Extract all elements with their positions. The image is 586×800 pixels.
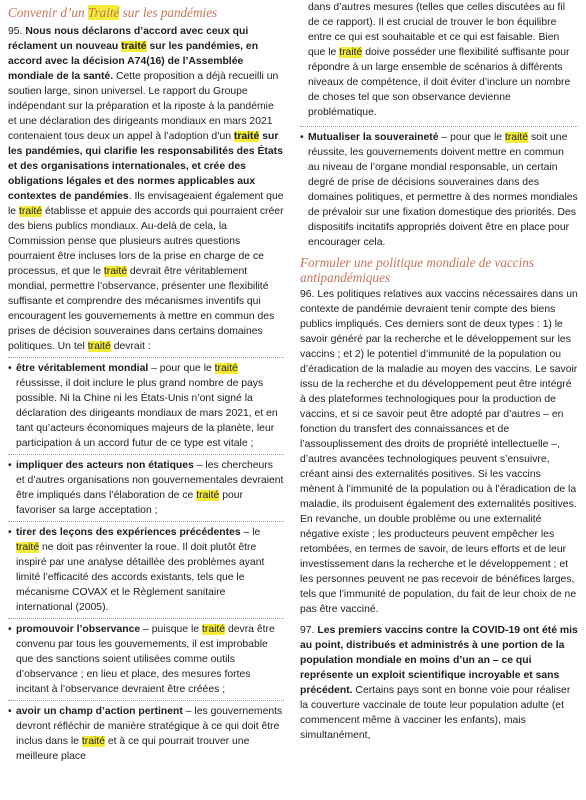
highlight: traité bbox=[81, 735, 105, 747]
list-item: • promouvoir l’observance – puisque le traité devra être convenu par tous les gouvernements, il est improbable que des sanctions soient utilisées comme outils d’observance ; en lieu et place, des mesures fortes incitant à l’observance devraient être créées ; bbox=[8, 618, 284, 697]
highlight: traité bbox=[201, 623, 226, 635]
highlight: Traité bbox=[87, 5, 120, 20]
paragraph-97: 97. Les premiers vaccins contre la COVID-19 ont été mis au point, distribués et administrés à une portion de la population mondiale en moins d’un an – ce qui représente un exploit scientifique incroyable et sans précédent. Certains pays sont en bonne voie pour réaliser la couverture vaccinale de toute leur population adulte (et commencent même à vacciner les enfants), mais simultanément, bbox=[300, 625, 578, 741]
highlight: traité bbox=[16, 541, 40, 553]
treaty-requirements-list bbox=[8, 357, 284, 764]
list-item: • être véritablement mondial – pour que le traité réussisse, il doit inclure le plus grand nombre de pays possible. Ni la Chine ni les États-Unis n’ont signé la déclaration des dirigeants mondiaux de mars 2021, et en tant qu’acteurs économiques majeurs de la planète, leur participation à un accord futur de ce type est vitale ; bbox=[8, 357, 284, 451]
bullet-icon: • bbox=[8, 362, 12, 374]
right-column bbox=[300, 0, 578, 743]
list-item-continuation: dans d’autres mesures (telles que celles discutées au fil de ce rapport). Il est crucial de trouver le bon équilibre entre ce qui est souhaitable et ce qui est faisable. Bien que le traité doive posséder une flexibilité suffisante pour répondre à un large ensemble de scénarios à différents niveaux de compétence, il doit éviter d’inclure un nombre de choses tel que son observance devienne problématique. bbox=[308, 2, 571, 118]
highlight: traité bbox=[196, 489, 220, 501]
highlight: traité bbox=[214, 362, 238, 374]
paragraph-96: 96. Les politiques relatives aux vaccins nécessaires dans un contexte de pandémie devraient tenir compte des biens publics impliqués. Ces derniers sont de deux types : 1) le savoir généré par la recherche et le développement sur les vaccins ; et 2) le potentiel d’immunité de la population ou d’éradication de la maladie au moyen des vaccins. Le savoir issu de la recherche et du développement peut être intégré à des plateformes technologiques pour la production de vaccins, et si ce savoir peut être adopté par d’autres – en fonction du transfert des connaissances et de l’assouplissement des droits de propriété intellectuelle –, d’autres avancées technologiques peuvent s’ensuivre, créant ainsi des externalités positives. Si les vaccins mènent à l’immunité de la population ou à l’éradication de la maladie, ils produisent également des externalités positives. En revanche, un double problème ou une externalité négative existe ; les producteurs peuvent empêcher les retombées, en termes de savoir, de leurs efforts et de leur investissement dans la recherche et le développement ; et les personnes peuvent ne pas recevoir de bénéfices larges, tels que l’immunité de population, du fait de leur choix de ne pas être vacciné. bbox=[300, 289, 578, 615]
bullet-icon: • bbox=[300, 132, 304, 143]
highlight: traité bbox=[233, 130, 260, 142]
highlight: traité bbox=[121, 40, 147, 52]
highlight: traité bbox=[18, 205, 43, 217]
list-item: • Mutualiser la souveraineté – pour que le traité soit une réussite, les gouvernements doivent mettre en commun au niveau de l’organe mondial responsable, un certain degré de prise de décisions souveraines dans des domaines politiques, et permettre à des normes mondiales de prévaloir sur une fixation domestique des priorités. Des dispositifs incitatifs appropriés doivent être en place pour encourager cela. bbox=[300, 126, 578, 250]
paragraph-95: 95. Nous nous déclarons d’accord avec ceux qui réclament un nouveau traité sur les pandémies, en accord avec la décision A74(16) de l’Assemblée mondiale de la santé. Cette proposition a déjà recueilli un soutien large, sinon universel. Le rapport du Groupe indépendant sur la préparation et la riposte à la pandémie et une déclaration des dirigeants mondiaux en mars 2021 contenaient tous deux un appel à l’adoption d’un traité sur les pandémies, qui clarifie les responsabilités des États et des organisations internationales, et crée des obligations légales et des normes applicables aux contextes de pandémies. Ils envisageaient également que le traité établisse et appuie des accords qui pourraient créer des biens publics mondiaux. Au-delà de cela, la Commission pense que plusieurs autres questions pourraient être incluses lors de la prise en charge de ce processus, et que le traité devrait être véritablement mondial, permettre l’observance, présenter une flexibilité suffisante et comprendre des mécanismes inventifs qui encouragent les gouvernements à mettre en commun des prises de décision souveraines dans certains domaines politiques. Un tel traité devrait : bbox=[8, 25, 284, 352]
highlight: traité bbox=[504, 132, 529, 143]
treaty-requirements-list-continued bbox=[300, 126, 578, 250]
section-heading-vaccine-policy: Formuler une politique mondiale de vaccins antipandémiques bbox=[300, 255, 535, 285]
bullet-icon: • bbox=[8, 623, 12, 635]
bullet-icon: • bbox=[8, 526, 12, 538]
list-item: • tirer des leçons des expériences précédentes – le traité ne doit pas réinventer la roue. Il doit plutôt être inspiré par une analyse détaillée des problèmes ayant limité l’efficacité des accords existants, tels que le mécanisme COVAX et le Règlement sanitaire international (2005). bbox=[8, 521, 284, 615]
section-heading-pandemic-treaty: Convenir d’un Traité sur les pandémies bbox=[8, 5, 218, 20]
bullet-icon: • bbox=[8, 459, 12, 471]
list-item: • avoir un champ d’action pertinent – les gouvernements devront réfléchir de manière stratégique à ce qui doit être inclus dans le traité et à ce qui pourrait trouver une meilleure place bbox=[8, 700, 284, 764]
highlight: traité bbox=[339, 47, 363, 58]
left-column bbox=[8, 0, 284, 764]
list-item: • impliquer des acteurs non étatiques – les chercheurs et d’autres organisations non gouvernementales devraient être impliqués dans l’élaboration de ce traité pour favoriser sa large acceptation ; bbox=[8, 454, 284, 518]
highlight: traité bbox=[103, 265, 127, 277]
highlight: traité bbox=[87, 340, 111, 352]
bullet-icon: • bbox=[8, 705, 12, 717]
